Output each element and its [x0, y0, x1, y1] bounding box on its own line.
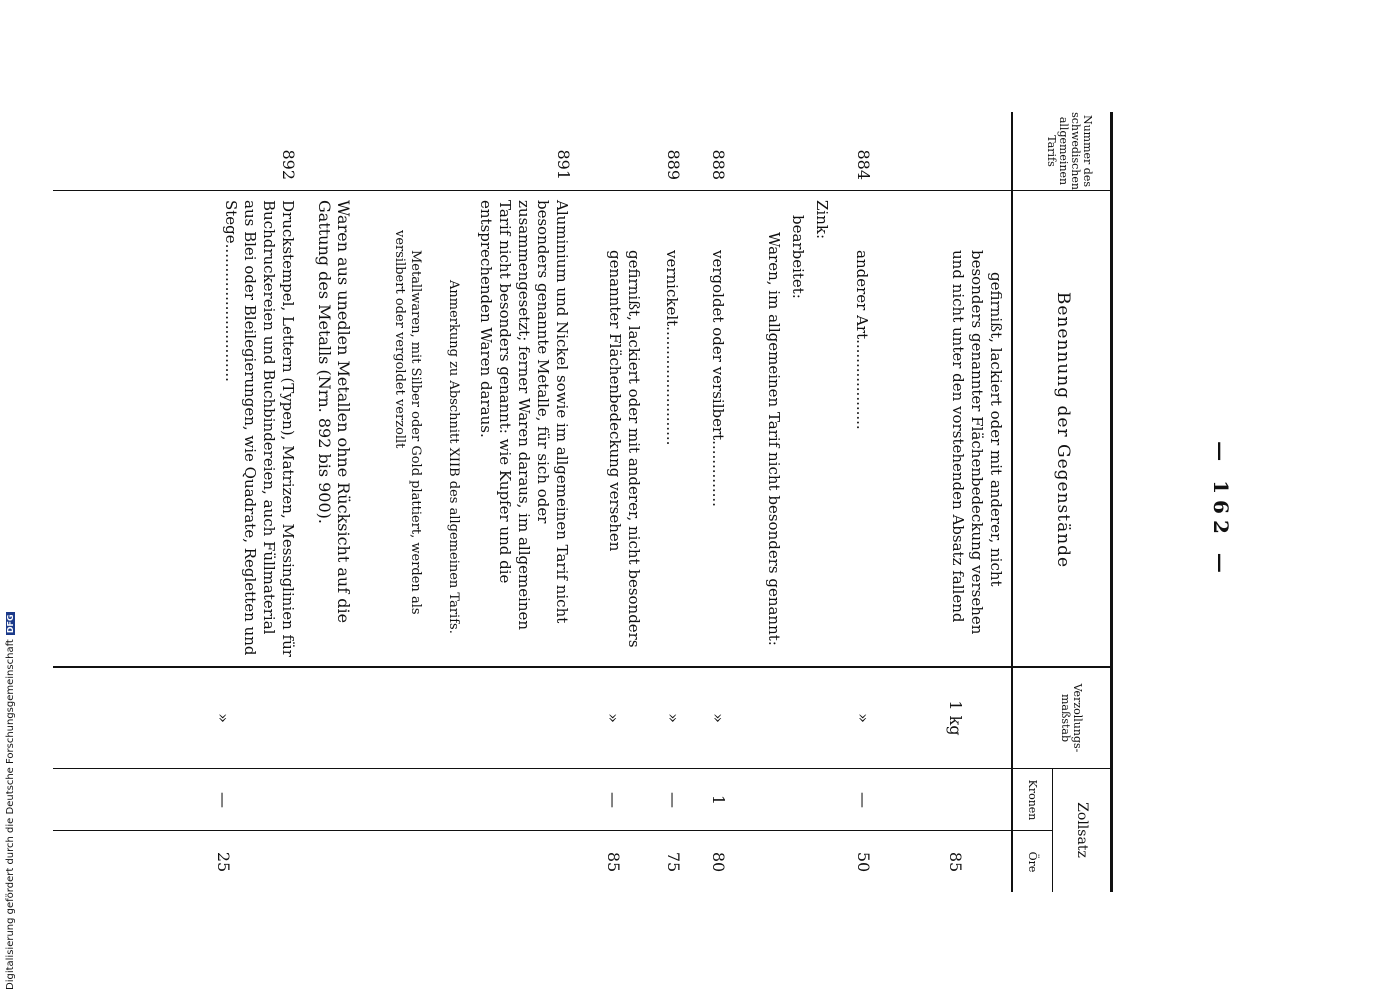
- row-text: Zink:: [813, 200, 831, 240]
- row-text: Druckstempel, Lettern (Typen), Matrizen, Messinglinien für Buchdruckereien und Buchbindereien, auch Füllmaterial aus Blei oder Bleilegierungen, wie Quadrate, Regletten und Stege.............................: [222, 200, 297, 657]
- row-text: gefirnißt, lackiert oder mit anderer, nicht besonders genannter Flächenbedeckung versehen und nicht unter den vorstehenden Absatz fallend: [949, 250, 1005, 635]
- row-text: Aluminium und Nickel sowie im allgemeinen Tarif nicht besonders genannte Metalle, für sich oder zusammengesetzt; ferner Waren daraus, im allgemeinen Tarif nicht besonders genannt: wie Kupfer und die entsprechenden Waren daraus.: [477, 200, 571, 631]
- row-text: vergoldet oder versilbert..............: [709, 250, 727, 507]
- header-duty: Zollsatz: [1074, 802, 1090, 858]
- row-measure: »: [604, 713, 623, 723]
- row-measure: »: [214, 713, 233, 723]
- footer-text: Digitalisierung gefördert durch die Deutsche Forschungsgemeinschaft: [4, 639, 16, 990]
- row-text: vernickelt.........................: [663, 250, 681, 446]
- row-number: 888: [709, 149, 728, 180]
- row-kronen: —: [214, 792, 233, 808]
- row-text: anderer Art...................: [853, 250, 871, 430]
- page-number: — 162 —: [1209, 441, 1233, 579]
- row-number: 891: [554, 149, 573, 180]
- header-name: Benennung der Gegenstände: [1053, 291, 1073, 569]
- footer-credit: [3, 600, 17, 990]
- duty-subheader-rule: [1052, 768, 1053, 892]
- col-rule-measure: [53, 768, 1113, 769]
- row-oere: 75: [664, 851, 683, 873]
- col-rule-number: [53, 190, 1113, 191]
- row-oere: 25: [214, 851, 233, 873]
- row-kronen: —: [854, 792, 873, 808]
- header-kronen: Kronen: [1026, 779, 1039, 821]
- header-number: Nummer des schwedischen allgemeinen Tarifs: [1045, 112, 1094, 190]
- row-measure: 1 kg: [946, 700, 965, 736]
- row-measure: »: [854, 713, 873, 723]
- table-top-rule: [1110, 112, 1113, 892]
- row-number: 889: [664, 149, 683, 180]
- row-oere: 50: [854, 851, 873, 873]
- row-oere: 85: [604, 851, 623, 873]
- col-rule-name: [53, 666, 1113, 668]
- dfg-logo: DFG: [5, 614, 15, 634]
- row-text: bearbeitet:: [789, 215, 807, 299]
- row-number: 892: [279, 149, 298, 180]
- row-number: 884: [854, 149, 873, 180]
- header-bottom-rule: [1011, 112, 1013, 892]
- note-heading: Anmerkung zu Abschnitt XIIB des allgemeinen Tarifs.: [446, 280, 461, 634]
- row-measure: »: [709, 713, 728, 723]
- row-measure: »: [664, 713, 683, 723]
- row-oere: 85: [946, 851, 965, 873]
- section-heading: Waren aus unedlen Metallen ohne Rücksicht auf die Gattung des Metalls (Nrn. 892 bis 900).: [315, 200, 353, 624]
- row-kronen: —: [604, 792, 623, 808]
- row-text: Waren, im allgemeinen Tarif nicht besonders genannt:: [765, 232, 783, 646]
- header-oere: Öre: [1026, 851, 1039, 873]
- note-text: Metallwaren, mit Silber oder Gold plattiert, werden als versilbert oder vergoldet verzollt: [392, 230, 423, 615]
- row-text: gefirnißt, lackiert oder mit anderer, nicht besonders genannter Flächenbedeckung versehen: [606, 250, 643, 648]
- col-rule-kronen: [53, 830, 1053, 831]
- header-measure: Verzollungs-maßstab: [1059, 683, 1084, 753]
- row-oere: 80: [709, 851, 728, 873]
- row-kronen: 1: [709, 794, 728, 806]
- row-kronen: —: [664, 792, 683, 808]
